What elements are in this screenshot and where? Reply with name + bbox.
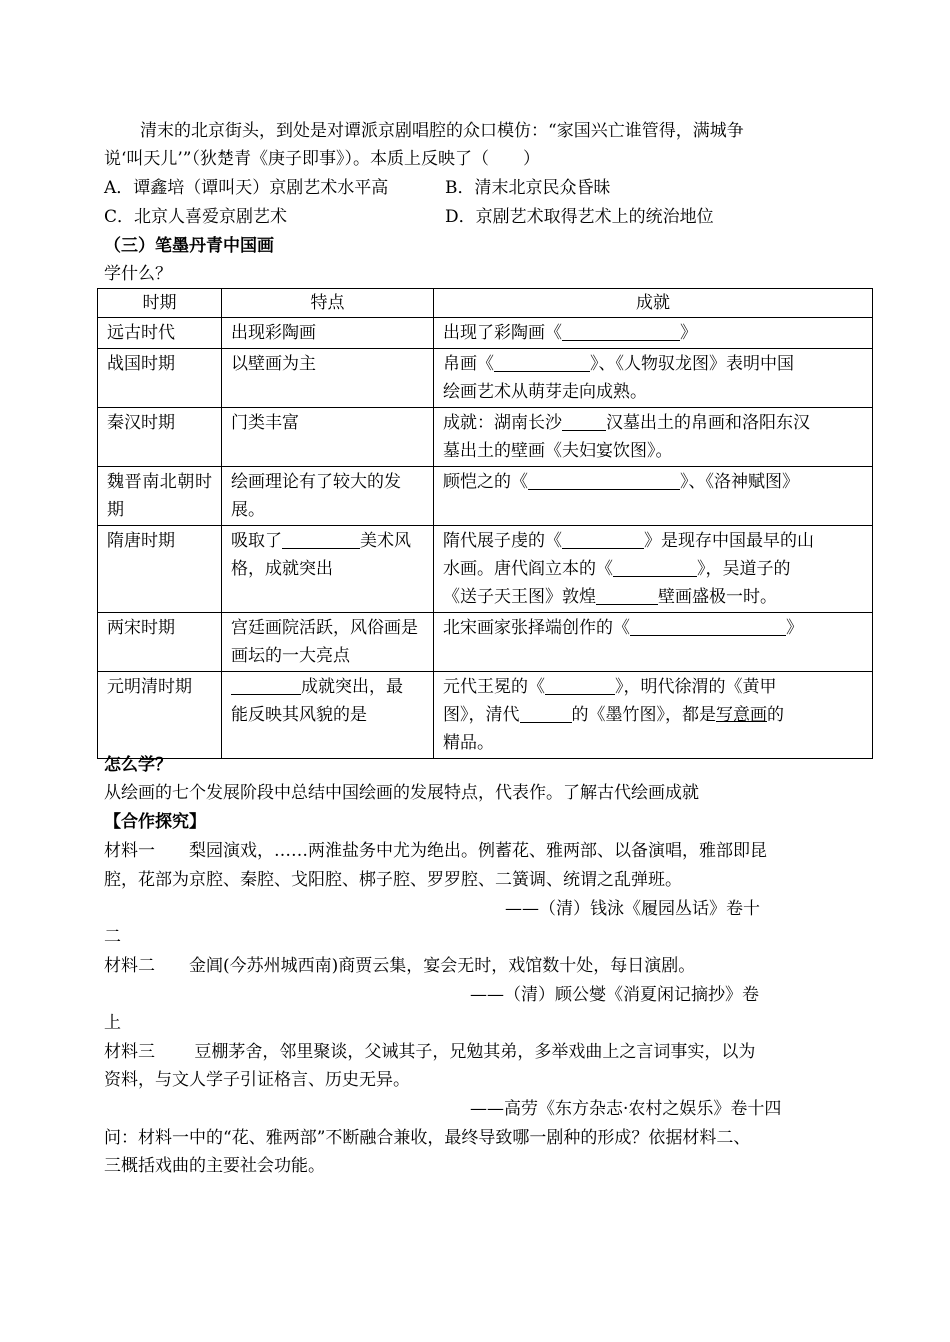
table-row	[98, 467, 873, 526]
period-cell: 两宋时期	[98, 613, 222, 672]
table-row	[98, 318, 873, 349]
table-row	[98, 613, 873, 672]
fill-blank[interactable]	[562, 530, 644, 549]
achievement-cell: 元代王冕的《 》，明代徐渭的《黄甲 图》，清代 的《墨竹图》，都是写意画的 精品。	[434, 672, 873, 759]
how-to-learn-text: 从绘画的七个发展阶段中总结中国绘画的发展特点，代表作。了解古代绘画成就	[104, 783, 699, 803]
table-row	[98, 526, 873, 613]
fill-blank[interactable]	[562, 412, 606, 431]
achievement-cell: 顾恺之的《 》、《洛神赋图》	[434, 467, 873, 526]
feature-cell: 绘画理论有了较大的发展。	[222, 467, 434, 526]
header-period: 时期	[98, 289, 222, 318]
period-cell: 元明清时期	[98, 672, 222, 759]
fill-blank[interactable]	[494, 353, 590, 372]
material-2-line1: 材料二 金阊(今苏州城西南)商贾云集，宴会无时，戏馆数十处，每日演剧。	[104, 956, 696, 976]
fill-blank[interactable]	[545, 676, 615, 695]
material-1-line2: 腔，花部为京腔、秦腔、戈阳腔、梆子腔、罗罗腔、二簧调、统谓之乱弹班。	[104, 870, 682, 890]
achievement-cell: 出现了彩陶画《 》	[434, 318, 873, 349]
feature-cell: 宫廷画院活跃，风俗画是画坛的一大亮点	[222, 613, 434, 672]
option-a: A．谭鑫培（谭叫天）京剧艺术水平高	[104, 178, 389, 198]
section-title: （三）笔墨丹青中国画	[104, 236, 274, 256]
question-stem-line1: 清末的北京街头，到处是对谭派京剧唱腔的众口模仿：“家国兴亡谁管得，满城争	[140, 121, 744, 141]
fill-blank[interactable]	[630, 617, 786, 636]
option-d: D．京剧艺术取得艺术上的统治地位	[445, 207, 714, 227]
achievement-cell: 北宋画家张择端创作的《 》	[434, 613, 873, 672]
coop-title: 【合作探究】	[104, 812, 206, 832]
question-stem-line2: 说‘叫天儿’”（狄楚青《庚子即事》）。本质上反映了（ ）	[104, 149, 540, 169]
material-3-source: ——高劳《东方杂志·农村之娱乐》卷十四	[470, 1099, 782, 1119]
option-c: C．北京人喜爱京剧艺术	[104, 207, 288, 227]
fill-blank[interactable]	[528, 471, 680, 490]
period-cell: 战国时期	[98, 349, 222, 408]
material-2-source-cont: 上	[104, 1013, 121, 1033]
table-row	[98, 349, 873, 408]
period-cell: 隋唐时期	[98, 526, 222, 613]
period-cell: 远古时代	[98, 318, 222, 349]
header-achievement: 成就	[434, 289, 873, 318]
material-3-line2: 资料，与文人学子引证格言、历史无异。	[104, 1070, 410, 1090]
painting-history-table	[97, 288, 873, 759]
fill-blank[interactable]	[520, 704, 572, 723]
feature-cell: 出现彩陶画	[222, 318, 434, 349]
question-line1: 问：材料一中的“花、雅两部”不断融合兼收，最终导致哪一剧种的形成？依据材料二、	[104, 1128, 751, 1148]
material-3-line1: 材料三 豆棚茅舍，邻里聚谈，父诫其子，兄勉其弟，多举戏曲上之言词事实，以为	[104, 1042, 756, 1062]
table-header-row	[98, 289, 873, 318]
option-b: B．清末北京民众昏昧	[445, 178, 611, 198]
fill-blank[interactable]	[562, 322, 680, 341]
fill-blank[interactable]	[231, 676, 301, 695]
period-cell: 秦汉时期	[98, 408, 222, 467]
material-2-source: ——（清）顾公燮《消夏闲记摘抄》卷	[470, 985, 759, 1005]
feature-cell: 门类丰富	[222, 408, 434, 467]
material-1-source: ——（清）钱泳《履园丛话》卷十	[505, 899, 760, 919]
fill-blank[interactable]	[596, 586, 658, 605]
achievement-cell: 帛画《 》、《人物驭龙图》表明中国 绘画艺术从萌芽走向成熟。	[434, 349, 873, 408]
material-1-line1: 材料一 梨园演戏，……两淮盐务中尤为绝出。例蓄花、雅两部、以备演唱，雅部即昆	[104, 841, 767, 861]
table-row	[98, 408, 873, 467]
material-1-source-cont: 二	[104, 927, 121, 947]
table-row	[98, 672, 873, 759]
feature-cell: 以壁画为主	[222, 349, 434, 408]
feature-cell: 吸取了 美术风 格，成就突出	[222, 526, 434, 613]
feature-cell: 成就突出，最 能反映其风貌的是	[222, 672, 434, 759]
question-line2: 三概括戏曲的主要社会功能。	[104, 1156, 325, 1176]
achievement-cell: 成就：湖南长沙 汉墓出土的帛画和洛阳东汉 墓出土的壁画《夫妇宴饮图》。	[434, 408, 873, 467]
learn-what-heading: 学什么？	[104, 264, 172, 284]
how-to-learn-heading: 怎么学？	[104, 755, 172, 775]
fill-blank[interactable]	[282, 530, 360, 549]
achievement-cell: 隋代展子虔的《 》是现存中国最早的山 水画。唐代阎立本的《 》，吴道子的 《送子天王图》敦煌 壁画盛极一时。	[434, 526, 873, 613]
period-cell: 魏晋南北朝时期	[98, 467, 222, 526]
header-feature: 特点	[222, 289, 434, 318]
fill-blank[interactable]	[613, 558, 697, 577]
